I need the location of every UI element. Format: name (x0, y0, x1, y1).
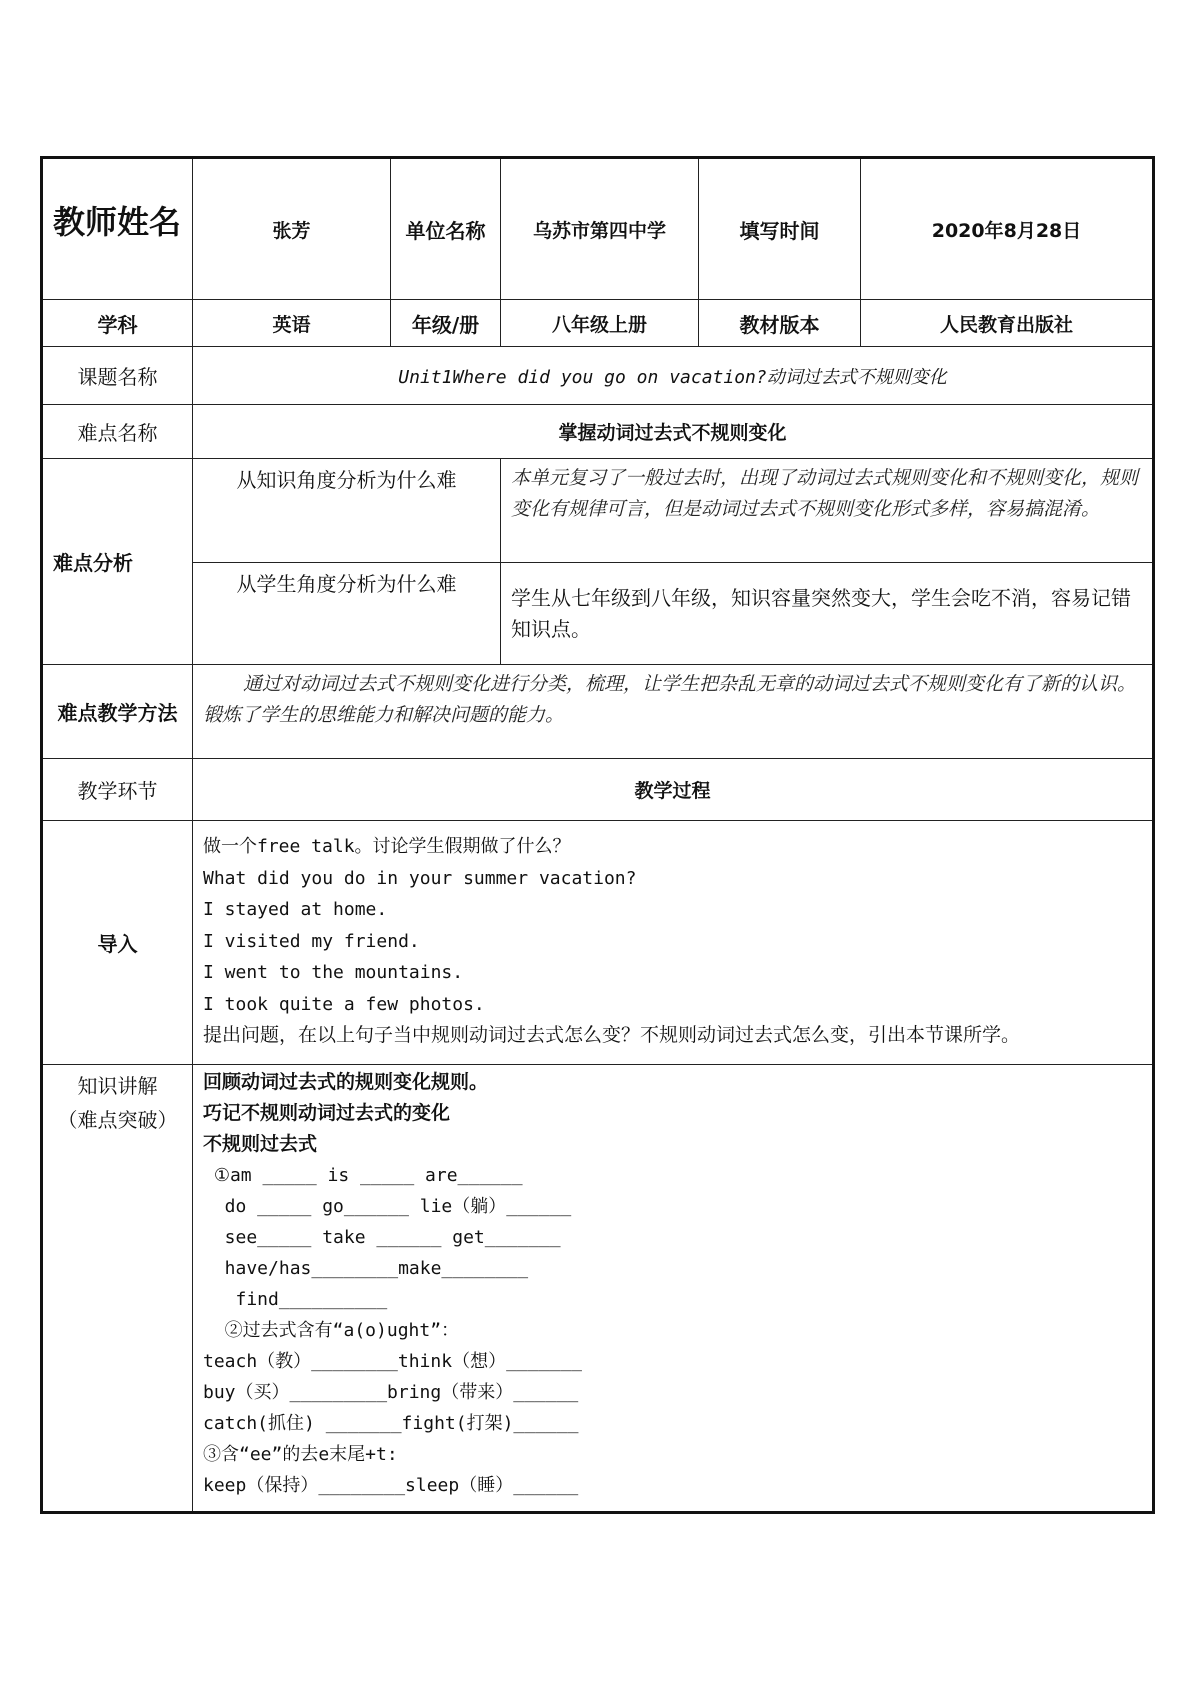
intro-line: 做一个free talk。讨论学生假期做了什么？ (203, 836, 571, 857)
intro-label: 导入 (42, 821, 193, 1065)
analysis-student-row (42, 563, 1154, 665)
method-text: 通过对动词过去式不规则变化进行分类，梳理，让学生把杂乱无章的动词过去式不规则变化有了新的认识。锻炼了学生的思维能力和解决问题的能力。 (193, 665, 1154, 759)
knowledge-angle-label: 从知识角度分析为什么难 (193, 459, 501, 563)
knowledge-row (42, 1065, 1154, 1513)
difficulty-value: 掌握动词过去式不规则变化 (193, 405, 1154, 459)
fill-date-label: 填写时间 (699, 158, 861, 300)
process-label: 教学过程 (193, 759, 1154, 821)
knowledge-line: keep（保持）________sleep（睡）______ (203, 1475, 579, 1496)
method-row (42, 665, 1154, 759)
knowledge-content (193, 1065, 1154, 1513)
knowledge-line: 巧记不规则动词过去式的变化 (203, 1102, 451, 1124)
edition-label: 教材版本 (699, 300, 861, 347)
intro-line: I went to the mountains. (203, 962, 464, 983)
lesson-plan-table (40, 156, 1155, 1514)
knowledge-line: do _____ go______ lie（躺）______ (203, 1196, 572, 1217)
analysis-knowledge-row (42, 459, 1154, 563)
fill-date-value: 2020年8月28日 (861, 158, 1154, 300)
topic-row (42, 347, 1154, 405)
intro-row (42, 821, 1154, 1065)
subject-label: 学科 (42, 300, 193, 347)
topic-label: 课题名称 (42, 347, 193, 405)
method-label: 难点教学方法 (42, 665, 193, 759)
student-angle-label: 从学生角度分析为什么难 (193, 563, 501, 665)
teacher-name-value: 张芳 (193, 158, 391, 300)
unit-name-label: 单位名称 (391, 158, 501, 300)
difficulty-label: 难点名称 (42, 405, 193, 459)
topic-value: Unit1Where did you go on vacation?动词过去式不规则变化 (193, 347, 1154, 405)
knowledge-line: ②过去式含有“a(o)ught”： (203, 1320, 460, 1341)
teacher-name-label: 教师姓名 (42, 158, 193, 300)
analysis-label: 难点分析 (42, 459, 193, 665)
stage-label: 教学环节 (42, 759, 193, 821)
intro-line: I visited my friend. (203, 930, 420, 952)
intro-line: I stayed at home. (203, 899, 388, 920)
knowledge-line: find__________ (203, 1289, 388, 1310)
knowledge-angle-text: 本单元复习了一般过去时，出现了动词过去式规则变化和不规则变化，规则变化有规律可言，但是动词过去式不规则变化形式多样，容易搞混淆。 (501, 459, 1154, 563)
subject-value: 英语 (193, 300, 391, 347)
knowledge-line: ①am _____ is _____ are______ (203, 1165, 523, 1186)
difficulty-row (42, 405, 1154, 459)
intro-line: I took quite a few photos. (203, 993, 485, 1015)
knowledge-line: catch(抓住) _______fight(打架)______ (203, 1413, 579, 1434)
intro-content (193, 821, 1154, 1065)
intro-line: 提出问题，在以上句子当中规则动词过去式怎么变？不规则动词过去式怎么变，引出本节课所学。 (203, 1024, 1021, 1046)
knowledge-line: see_____ take ______ get_______ (203, 1227, 561, 1248)
knowledge-line: teach（教）________think（想）_______ (203, 1351, 582, 1372)
unit-name-value: 乌苏市第四中学 (501, 158, 699, 300)
student-angle-text: 学生从七年级到八年级，知识容量突然变大，学生会吃不消，容易记错知识点。 (501, 563, 1154, 665)
grade-value: 八年级上册 (501, 300, 699, 347)
process-header-row (42, 759, 1154, 821)
subject-row (42, 300, 1154, 347)
grade-label: 年级/册 (391, 300, 501, 347)
header-row (42, 158, 1154, 300)
knowledge-line: 回顾动词过去式的规则变化规则。 (203, 1071, 489, 1093)
knowledge-line: buy（买）_________bring（带来）______ (203, 1382, 579, 1403)
knowledge-label (42, 1065, 193, 1513)
knowledge-line: have/has________make________ (203, 1258, 529, 1279)
knowledge-line: 不规则过去式 (203, 1133, 318, 1155)
intro-line: What did you do in your summer vacation? (203, 867, 637, 889)
knowledge-label-line2: （难点突破） (57, 1108, 178, 1132)
knowledge-label-line1: 知识讲解 (77, 1074, 158, 1098)
knowledge-line: ③含“ee”的去e末尾+t: (203, 1444, 398, 1465)
edition-value: 人民教育出版社 (861, 300, 1154, 347)
